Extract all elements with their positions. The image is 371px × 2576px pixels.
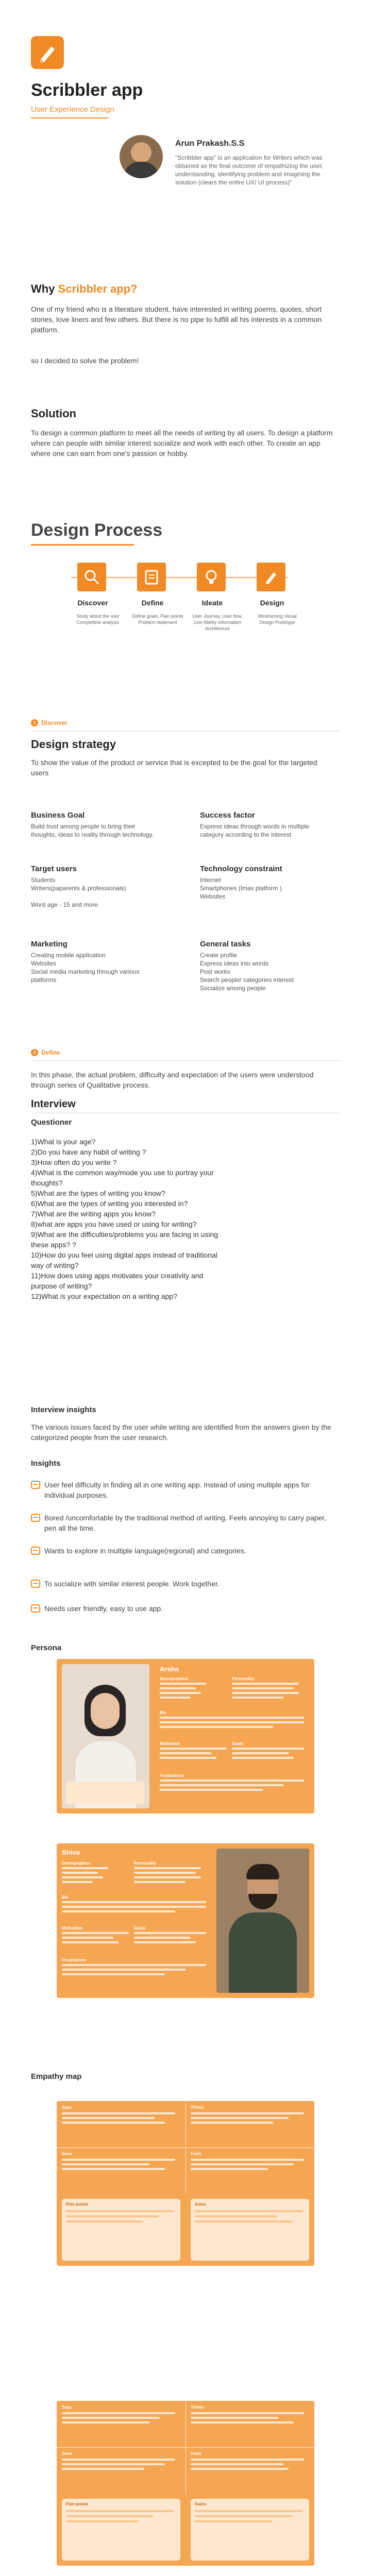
target-users-title: Target users [31,865,77,873]
phase-desc-design: Wireframing Visual Design Prototype [258,614,297,625]
says-lines [62,2112,175,2124]
gains-box: Gains [191,2499,309,2561]
define-phase-icon [137,563,166,591]
empathy-map-2 [57,2401,314,2566]
questions-list [31,1137,227,1301]
number-two-icon: 2 [31,1049,38,1056]
author-avatar [120,135,163,178]
question-item: 7)What are the writing apps you know? [31,1210,156,1218]
question-item: 10)How do you feel using digital apps instead of traditional way of writing? [31,1251,217,1269]
phase-label-ideate: Ideate [201,599,223,607]
persona-name: Shiva [62,1849,80,1856]
insight-item: To socialize with similar interest people. Work together. [31,1579,330,1589]
persona-section-label: Personality [134,1861,157,1866]
phase-label-define: Define [141,599,164,607]
persona-card-shiva [57,1843,314,1998]
feels-lines [191,2159,304,2170]
message-icon [31,1604,40,1613]
number-one-icon: 1 [31,719,38,726]
persona-name: Arsha [160,1665,179,1673]
feels-lines [191,2459,304,2470]
insights-intro-body: The various issues faced by the user while writing are identified from the answers given by the categorized people from the user research. [31,1423,331,1442]
success-factor-title: Success factor [200,811,255,820]
quadrant-label: Thinks [191,2105,204,2110]
quadrant-label: Does [62,2451,72,2456]
success-factor-body: Express ideas through words in multiple category according to the interest [200,823,310,838]
insight-item: Wants to explore in multiple language(regional) and categories. [31,1546,330,1556]
tech-constraint-title: Technology constraint [200,865,282,873]
motivation-lines [160,1748,227,1759]
question-item: 5)What are the types of writing you know? [31,1189,165,1197]
insight-item: User feel difficulty in finding all in one writing app. Instead of using multiple apps for individual purposes. [31,1480,330,1500]
persona-photo [216,1849,309,1993]
personality-lines [232,1683,304,1699]
insights-title: Insights [31,1459,61,1468]
persona-section-label: Demographics [160,1676,189,1681]
author-quote: "Scribbler app" is an application for Writers which was obtained as the final outcome of empathizing the user, understanding, identifying problem and imagining the solution (clears the entire UX/ UI process)" [175,154,324,186]
app-logo [31,36,64,69]
says-lines [62,2412,175,2424]
message-icon [31,1514,40,1522]
persona-section-label: Bio [160,1710,166,1715]
marketing-body: Creating mobile application Websites Social media marketing through various platforms [31,952,140,984]
question-item: 2)Do you have any habit of writing ? [31,1148,146,1156]
interview-title: Interview [31,1098,76,1110]
bio-lines [160,1717,304,1728]
solution-body: To design a common platform to meet all the needs of writing by all users. To design a platform where can people with similar interest socialize and work with each other. To create an app where one can earn from one's passion or hobby. [31,429,333,457]
discover-tag: 1 Discover [31,719,68,726]
empathy-map-title: Empathy map [31,2072,82,2081]
phase-desc-ideate: User Journey, User flow, Low fidelity Information Architecture [192,614,243,631]
gains-box: Gains [191,2199,309,2261]
question-item: 3)How often do you write ? [31,1158,117,1166]
quadrant-label: Feels [191,2451,201,2456]
question-item: 6)What are the types of writing you interested in? [31,1199,188,1208]
discover-phase-icon [77,563,106,591]
persona-section-label: Frustrations [62,1958,86,1962]
message-icon [31,1481,40,1489]
persona-section-label: Frustrations [160,1773,184,1778]
frustrations-lines [160,1780,304,1791]
quadrant-label: Says [62,2105,72,2110]
design-strategy-title: Design strategy [31,738,116,751]
phase-desc-define: Define goals, Pain points Problem statement [132,614,183,625]
does-lines [62,2459,175,2470]
define-divider [31,1060,340,1061]
business-goal-title: Business Goal [31,811,85,820]
phase-label-design: Design [260,599,284,607]
personality-lines [134,1867,206,1883]
persona-section-label: Goals [232,1741,244,1746]
pain-points-box: Pain points [62,2499,180,2561]
pain-points-box: Pain points [62,2199,180,2261]
general-tasks-body: Create profile Express ideas into words Post works Search people/ categories interest Socialize among people [200,952,294,992]
why-conclusion: so I decided to solve the problem! [31,357,139,365]
define-intro: In this phase, the actual problem, difficulty and expectation of the users were understood through series of Qualitative process. [31,1071,314,1089]
bio-lines [62,1901,206,1912]
questioner-title: Questioner [31,1118,72,1127]
thinks-lines [191,2112,304,2124]
persona-section-label: Personality [232,1676,255,1681]
message-icon [31,1547,40,1555]
frustrations-lines [62,1964,206,1975]
goals-lines [232,1748,304,1759]
quadrant-label: Does [62,2151,72,2156]
persona-title: Persona [31,1643,62,1652]
why-body: One of my friend who is a literature student, have interested in writing poems, quotes, short stories, love liners and few others. But there is no pipe to fulfill all his interests in a common platform. [31,305,322,334]
phase-desc-discover: Study about the user Competitive analysis [76,614,120,625]
solution-title: Solution [31,407,76,420]
question-item: 9)What are the difficulties/problems you are facing in using these apps? ? [31,1230,218,1249]
does-lines [62,2159,175,2170]
thinks-lines [191,2412,304,2424]
message-icon [31,1580,40,1588]
question-item: 8)what are apps you have used or using for writing? [31,1220,197,1228]
business-goal-body: Build trust among people to bring their thoughts, ideas to reality through technology. [31,823,154,838]
target-users-body: Students Writers(paparents & professionals) Word age - 15 and more [31,876,126,908]
why-title: Why Scribbler app? [31,282,138,295]
empathy-map-1 [57,2101,314,2266]
page-title: Scribbler app [31,80,143,100]
marketing-title: Marketing [31,940,68,948]
tech-constraint-body: Internet Smartphones (Imax platform ) Websites [200,876,282,900]
design-strategy-body: To show the value of the product or service that is excepted to be the goal for the targeted users [31,758,317,777]
persona-section-label: Goals [134,1926,146,1930]
design-phase-icon [257,563,285,591]
quadrant-label: Feels [191,2151,201,2156]
page-subtitle: User Experience Design [31,105,114,114]
ideate-phase-icon [197,563,226,591]
design-process-underline [31,544,134,546]
persona-section-label: Motivation [160,1741,180,1746]
design-process-title: Design Process [31,520,163,540]
insight-item: Needs user friendly, easy to use app. [31,1603,330,1614]
persona-card-arsha [57,1659,314,1814]
persona-photo [62,1664,149,1808]
goals-lines [134,1932,206,1943]
question-item: 12)What is your expectation on a writing app? [31,1292,178,1300]
persona-section-label: Demographics [62,1861,91,1866]
question-item: 4)What is the common way/mode you use to portray your thoughts? [31,1168,214,1187]
motivation-lines [62,1932,129,1943]
pen-icon [31,36,64,69]
question-item: 1)What is your age? [31,1138,96,1146]
author-name: Arun Prakash.S.S [175,139,245,148]
insight-item: Bored /uncomfortable by the traditional method of writing. Feels annoying to carry paper, pen all the time. [31,1513,330,1533]
quadrant-label: Thinks [191,2405,204,2410]
question-item: 11)How does using apps motivates your creativity and purpose of writing? [31,1272,204,1290]
demographics-lines [160,1683,216,1699]
phase-label-discover: Discover [77,599,108,607]
subtitle-underline [31,117,108,118]
general-tasks-title: General tasks [200,940,251,948]
insights-intro-title: Interview insights [31,1405,96,1414]
persona-section-label: Motivation [62,1926,82,1930]
demographics-lines [62,1867,119,1883]
quadrant-label: Says [62,2405,72,2410]
persona-section-label: Bio [62,1895,69,1900]
define-tag: 2 Define [31,1049,60,1056]
